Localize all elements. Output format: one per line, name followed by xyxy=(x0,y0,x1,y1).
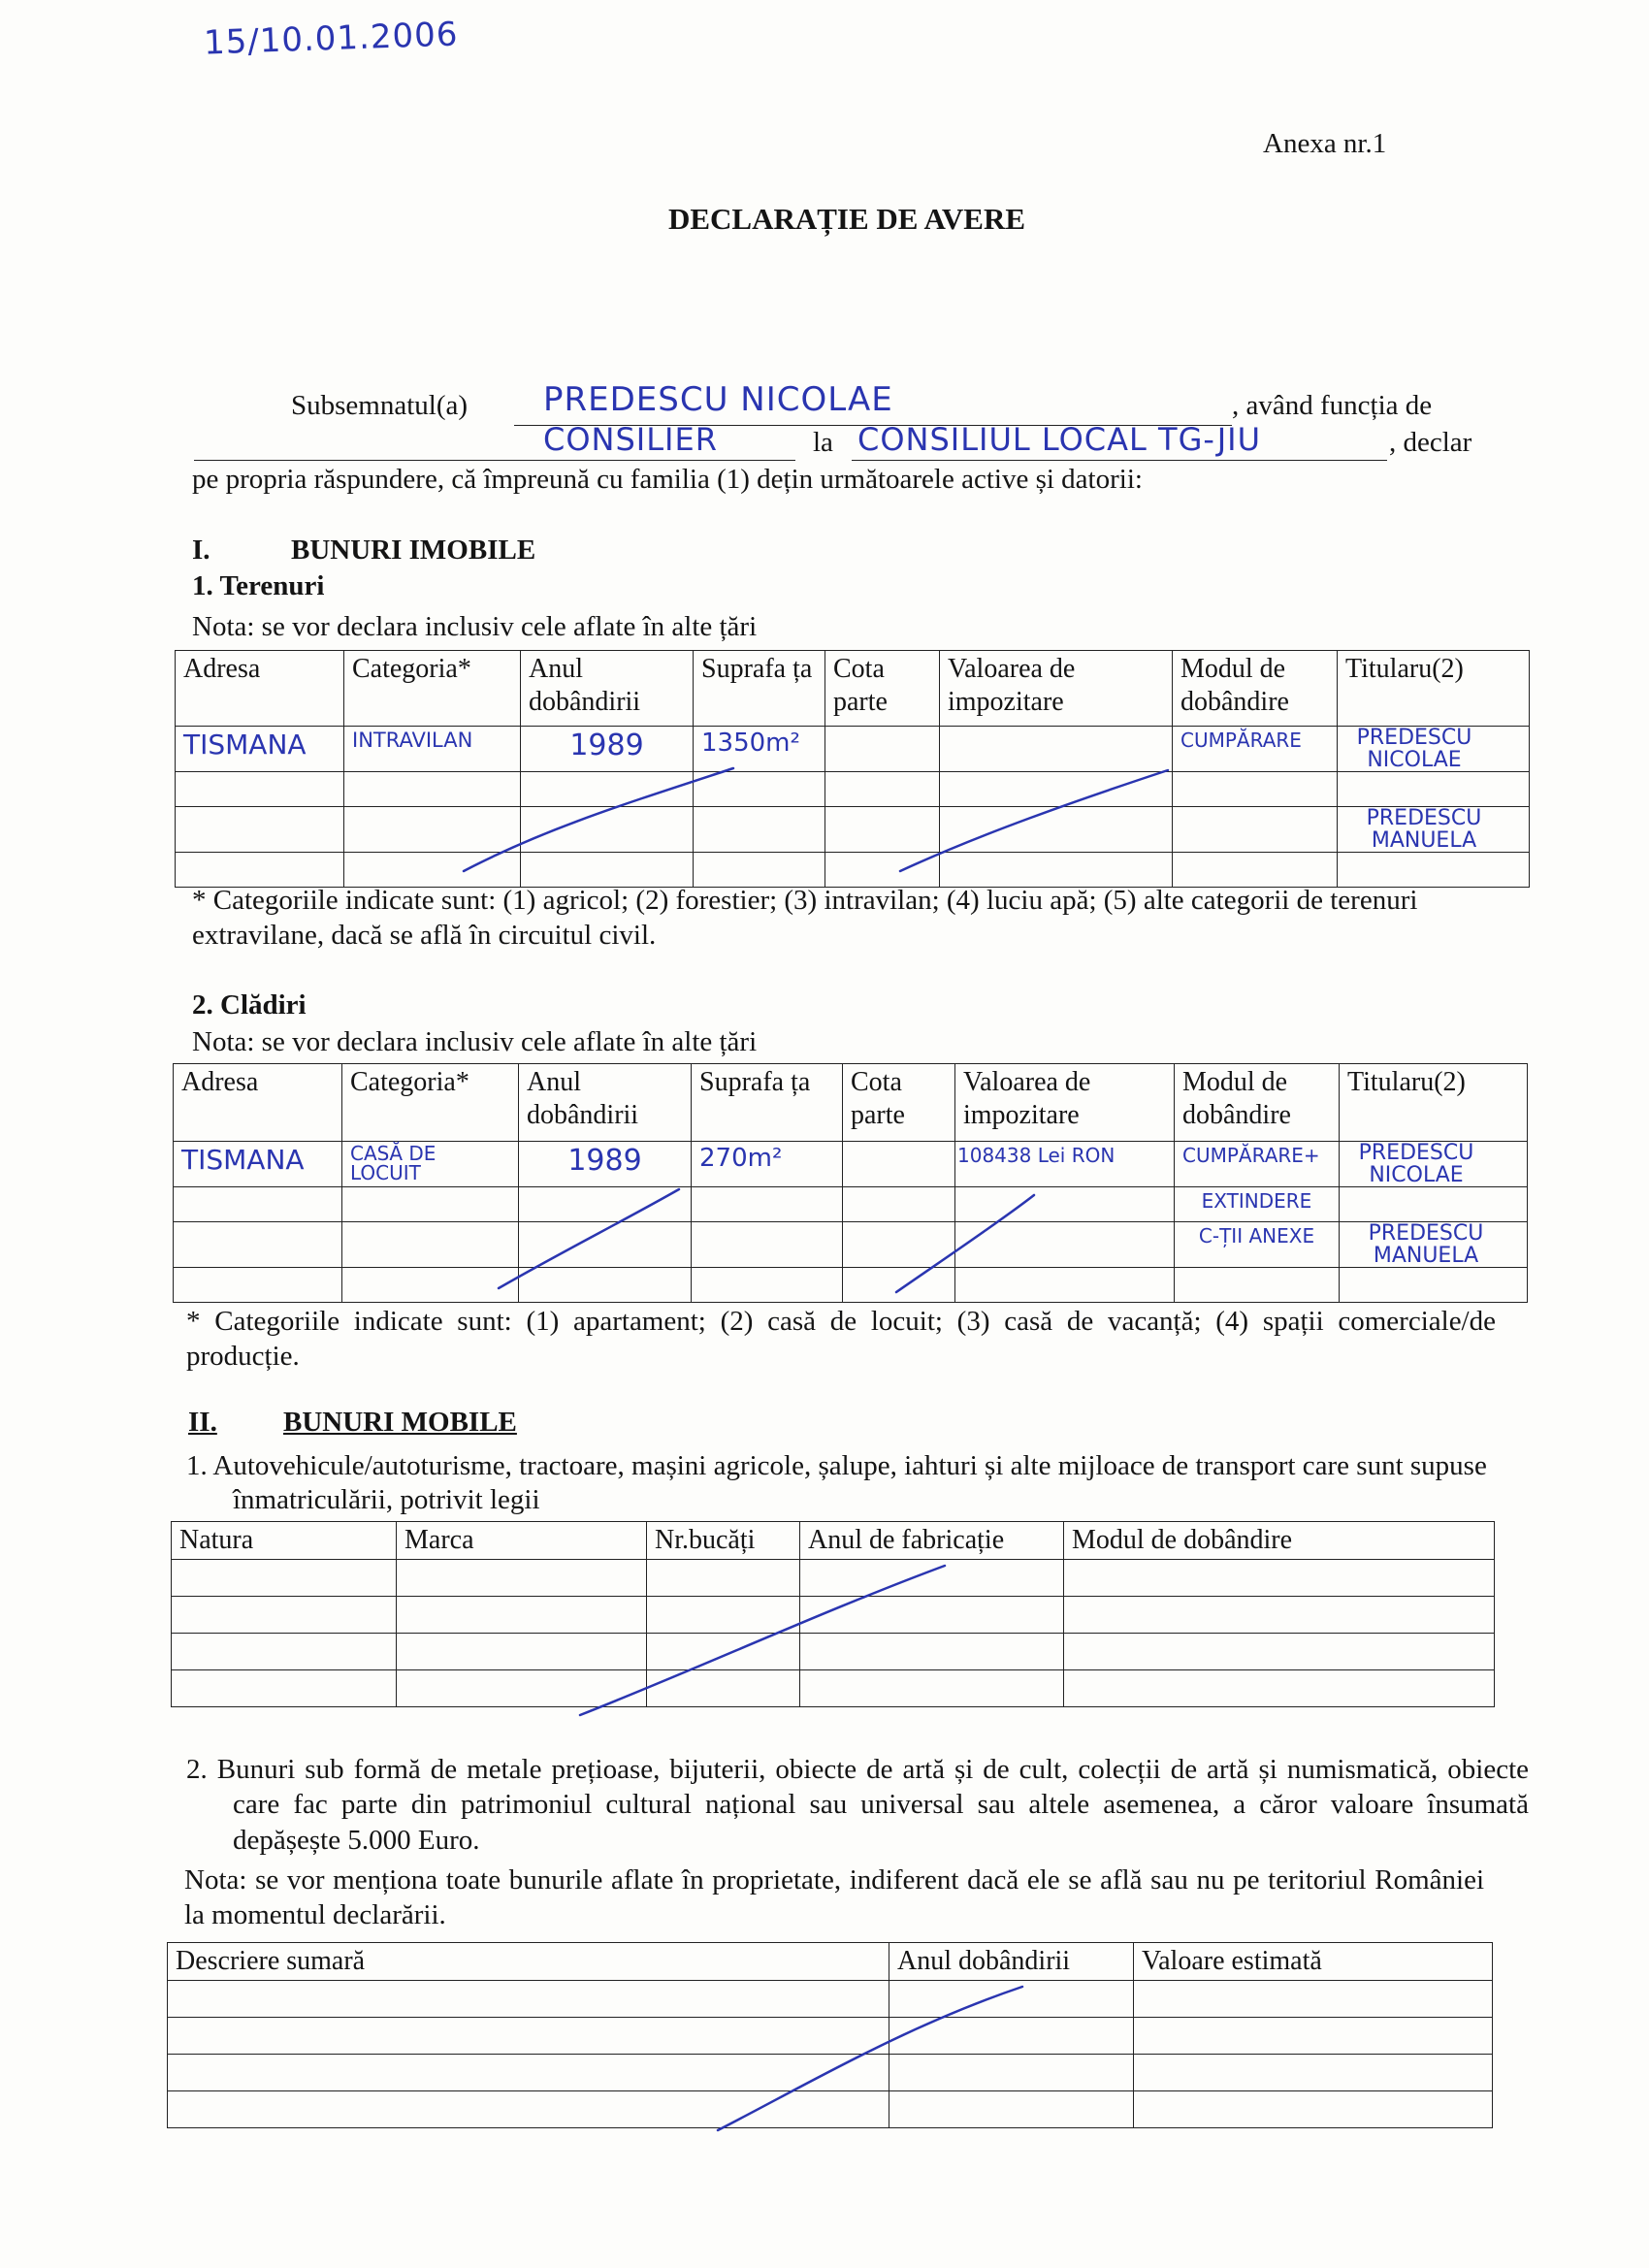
table-cell xyxy=(1134,2090,1493,2127)
table-cell xyxy=(843,1222,955,1268)
terenuri-col-modul: Modul de dobândire xyxy=(1173,651,1338,727)
table-cell xyxy=(647,1596,800,1633)
table-cell xyxy=(800,1633,1064,1669)
bunuri-col-descriere: Descriere sumară xyxy=(168,1943,889,1981)
table-cell xyxy=(647,1559,800,1596)
table-cell xyxy=(692,1222,843,1268)
table-cell xyxy=(889,2017,1134,2054)
titular-name: PREDESCU MANUELA xyxy=(1368,1221,1484,1269)
cladiri-col-valoarea: Valoarea de impozitare xyxy=(955,1064,1175,1142)
table-cell xyxy=(825,772,940,807)
cladiri-col-categoria: Categoria* xyxy=(342,1064,519,1142)
table-cell xyxy=(1173,807,1338,853)
table-cell xyxy=(342,1268,519,1303)
cladiri-col-anul: Anul dobândirii xyxy=(519,1064,692,1142)
table-cell xyxy=(521,807,694,853)
table-cell xyxy=(1338,772,1530,807)
handwritten-date: 15/10.01.2006 xyxy=(203,15,460,63)
table-cell xyxy=(176,807,344,853)
vehicule-col-modul: Modul de dobândire xyxy=(1064,1522,1495,1560)
table-cell: TISMANA xyxy=(174,1142,342,1187)
table-cell xyxy=(519,1222,692,1268)
table-cell: CUMPĂRARE xyxy=(1173,727,1338,772)
table-cell xyxy=(800,1559,1064,1596)
table-cell xyxy=(342,1187,519,1222)
cladiri-col-cota: Cota parte xyxy=(843,1064,955,1142)
table-cell xyxy=(692,1187,843,1222)
table-cell xyxy=(647,1669,800,1706)
table-cell xyxy=(174,1222,342,1268)
table-row xyxy=(174,1142,1528,1187)
table-cell xyxy=(1340,1187,1528,1222)
table-cell xyxy=(1340,1142,1528,1187)
table-cell xyxy=(176,772,344,807)
table-row xyxy=(174,1187,1528,1222)
table-cell xyxy=(1064,1596,1495,1633)
terenuri-footnote: * Categoriile indicate sunt: (1) agricol; (2) forestier; (3) intravilan; (4) luciu apă; (5) alte categorii de terenuri extravilane, dacă se află în circuitul civil. xyxy=(192,885,1418,952)
table-cell xyxy=(172,1596,397,1633)
terenuri-col-valoarea: Valoarea de impozitare xyxy=(940,651,1173,727)
table-cell xyxy=(1173,772,1338,807)
terenuri-col-adresa: Adresa xyxy=(176,651,344,727)
table-cell xyxy=(955,1268,1175,1303)
bunuri-note: Nota: se vor menționa toate bunurile aflate în proprietate, indiferent dacă ele se află sau nu pe teritoriul României la momentul declarării. xyxy=(184,1864,1484,1931)
declarant-name: PREDESCU NICOLAE xyxy=(543,380,893,419)
table-cell xyxy=(397,1633,647,1669)
table-row xyxy=(174,1268,1528,1303)
cladiri-footnote: * Categoriile indicate sunt: (1) apartament; (2) casă de locuit; (3) casă de vacanță; (4) spații comerciale/de producție. xyxy=(186,1306,1496,1373)
table-cell xyxy=(168,2054,889,2090)
table-cell xyxy=(1064,1559,1495,1596)
table-row xyxy=(168,2054,1493,2090)
table-cell xyxy=(172,1559,397,1596)
table-cell xyxy=(889,1980,1134,2017)
table-cell xyxy=(955,1187,1175,1222)
bunuri-text: 2. Bunuri sub formă de metale prețioase, bijuterii, obiecte de artă și de cult, colecții de artă și numismatică, obiecte care fac parte din patrimoniul cultural național sau universal sau altele asemenea, a căror valoare însumată depășește 5.000 Euro. xyxy=(186,1754,1529,1856)
table-cell: C-ȚII ANEXE xyxy=(1175,1222,1340,1268)
table-cell xyxy=(174,1187,342,1222)
table-cell xyxy=(1134,2054,1493,2090)
table-cell xyxy=(397,1669,647,1706)
table-cell xyxy=(168,2090,889,2127)
vehicule-col-nrbucati: Nr.bucăți xyxy=(647,1522,800,1560)
cladiri-col-adresa: Adresa xyxy=(174,1064,342,1142)
table-cell xyxy=(1338,807,1530,853)
declar-label: , declar xyxy=(1389,427,1472,458)
table-cell: CUMPĂRARE+ xyxy=(1175,1142,1340,1187)
table-cell xyxy=(955,1222,1175,1268)
declarant-institution: CONSILIUL LOCAL TG-JIU xyxy=(857,421,1261,458)
table-cell xyxy=(521,772,694,807)
table-cell xyxy=(889,2054,1134,2090)
table-cell xyxy=(1134,2017,1493,2054)
document-title: DECLARAȚIE DE AVERE xyxy=(667,202,1026,236)
la-label: la xyxy=(813,427,833,458)
table-cell xyxy=(342,1222,519,1268)
table-row xyxy=(172,1633,1495,1669)
annex-label: Anexa nr.1 xyxy=(1263,128,1387,159)
cladiri-heading: 2. Clădiri xyxy=(192,989,307,1021)
table-cell xyxy=(1175,1268,1340,1303)
section2-title: BUNURI MOBILE xyxy=(283,1407,517,1438)
table-cell xyxy=(344,807,521,853)
table-cell xyxy=(519,1187,692,1222)
terenuri-table xyxy=(175,650,1530,888)
table-cell: EXTINDERE xyxy=(1175,1187,1340,1222)
section1-roman: I. xyxy=(192,535,210,566)
terenuri-col-cota: Cota parte xyxy=(825,651,940,727)
table-cell xyxy=(172,1669,397,1706)
bunuri-col-anul: Anul dobândirii xyxy=(889,1943,1134,1981)
terenuri-note: Nota: se vor declara inclusiv cele aflate în alte țări xyxy=(192,611,758,642)
table-cell xyxy=(940,772,1173,807)
table-cell xyxy=(940,727,1173,772)
table-cell xyxy=(1338,727,1530,772)
function-label: , având funcția de xyxy=(1232,390,1433,421)
table-cell xyxy=(940,807,1173,853)
table-row xyxy=(168,2090,1493,2127)
subsemnatul-label: Subsemnatul(a) xyxy=(291,390,469,421)
terenuri-col-anul: Anul dobândirii xyxy=(521,651,694,727)
table-cell xyxy=(694,772,825,807)
vehicule-col-natura: Natura xyxy=(172,1522,397,1560)
table-cell xyxy=(1064,1633,1495,1669)
terenuri-col-suprafata: Suprafa ța xyxy=(694,651,825,727)
table-cell xyxy=(694,807,825,853)
table-cell xyxy=(519,1268,692,1303)
table-cell: 1989 xyxy=(519,1142,692,1187)
table-cell xyxy=(1340,1268,1528,1303)
cladiri-table xyxy=(173,1063,1528,1303)
table-cell xyxy=(889,2090,1134,2127)
table-cell xyxy=(174,1268,342,1303)
vehicule-table xyxy=(171,1521,1495,1707)
table-cell xyxy=(843,1142,955,1187)
vehicule-col-marca: Marca xyxy=(397,1522,647,1560)
table-row xyxy=(174,1222,1528,1268)
terenuri-heading: 1. Terenuri xyxy=(192,570,325,601)
table-cell xyxy=(692,1268,843,1303)
titular-name: PREDESCU MANUELA xyxy=(1366,806,1482,854)
table-cell xyxy=(825,807,940,853)
table-cell xyxy=(843,1187,955,1222)
section1-title: BUNURI IMOBILE xyxy=(291,535,536,566)
table-row xyxy=(176,807,1530,853)
table-cell xyxy=(843,1268,955,1303)
table-cell: 1350m² xyxy=(694,727,825,772)
table-cell xyxy=(168,1980,889,2017)
table-cell xyxy=(1064,1669,1495,1706)
table-row xyxy=(172,1596,1495,1633)
table-cell: 1989 xyxy=(521,727,694,772)
vehicule-text: 1. Autovehicule/autoturisme, tractoare, mașini agricole, șalupe, iahturi și alte mijloace de transport care sunt supuse înmatriculării, potrivit legii xyxy=(186,1450,1487,1515)
declarant-function: CONSILIER xyxy=(543,421,718,458)
table-cell: CASĂ DE LOCUIT xyxy=(342,1142,519,1187)
table-cell xyxy=(172,1633,397,1669)
vehicule-col-anul: Anul de fabricație xyxy=(800,1522,1064,1560)
intro-line3: pe propria răspundere, că împreună cu familia (1) dețin următoarele active și datorii: xyxy=(192,464,1143,495)
table-cell xyxy=(800,1669,1064,1706)
table-cell xyxy=(1340,1222,1528,1268)
table-cell: TISMANA xyxy=(176,727,344,772)
titular-name: PREDESCU NICOLAE xyxy=(1358,1141,1474,1188)
table-cell xyxy=(344,772,521,807)
table-cell xyxy=(800,1596,1064,1633)
cladiri-col-modul: Modul de dobândire xyxy=(1175,1064,1340,1142)
table-row xyxy=(176,727,1530,772)
cladiri-col-titular: Titularu(2) xyxy=(1340,1064,1528,1142)
titular-name: PREDESCU NICOLAE xyxy=(1356,726,1472,773)
table-row xyxy=(168,1980,1493,2017)
table-cell xyxy=(825,727,940,772)
table-row xyxy=(168,2017,1493,2054)
table-cell: 108438 Lei RON xyxy=(955,1142,1175,1187)
bunuri-col-valoare: Valoare estimată xyxy=(1134,1943,1493,1981)
terenuri-col-titular: Titularu(2) xyxy=(1338,651,1530,727)
table-row xyxy=(172,1559,1495,1596)
table-cell: INTRAVILAN xyxy=(344,727,521,772)
cladiri-col-suprafata: Suprafa ța xyxy=(692,1064,843,1142)
terenuri-col-categoria: Categoria* xyxy=(344,651,521,727)
table-cell xyxy=(647,1633,800,1669)
table-cell xyxy=(397,1559,647,1596)
bunuri-table xyxy=(167,1942,1493,2128)
table-cell xyxy=(1134,1980,1493,2017)
table-cell xyxy=(397,1596,647,1633)
table-cell: 270m² xyxy=(692,1142,843,1187)
cladiri-note: Nota: se vor declara inclusiv cele aflate în alte țări xyxy=(192,1026,758,1057)
section2-roman: II. xyxy=(188,1407,217,1438)
table-cell xyxy=(168,2017,889,2054)
table-row xyxy=(172,1669,1495,1706)
table-row xyxy=(176,772,1530,807)
